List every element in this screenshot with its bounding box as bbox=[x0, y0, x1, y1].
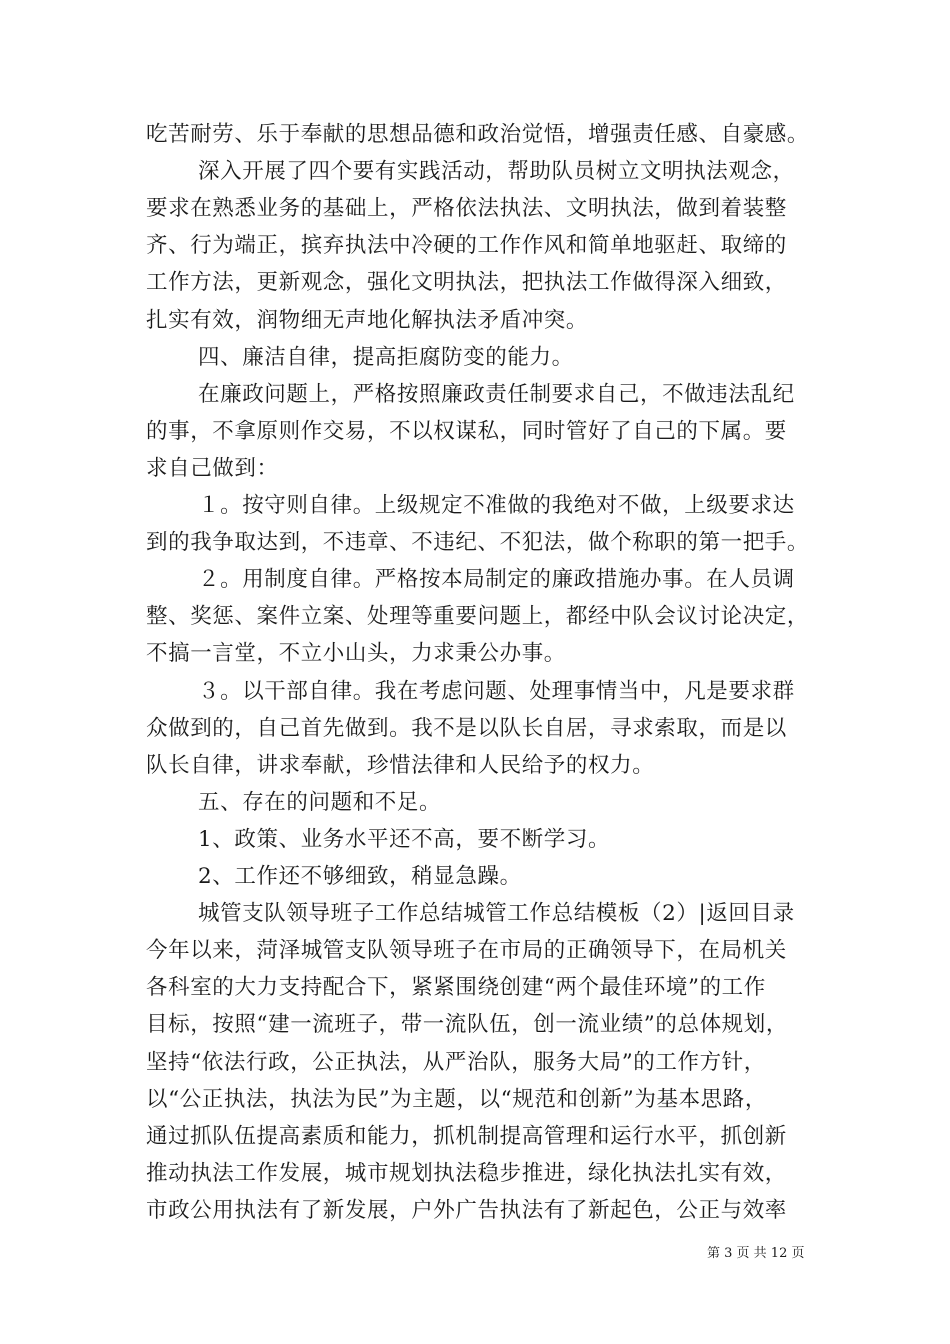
text-line: 队长自律，讲求奉献，珍惜法律和人民给予的权力。 bbox=[146, 752, 655, 778]
text-line: 齐、行为端正，摈弃执法中冷硬的工作作风和简单地驱赶、取缔的 bbox=[146, 233, 787, 259]
text-line: 深入开展了四个要有实践活动，帮助队员树立文明执法观念， bbox=[198, 159, 795, 185]
text-line: 众做到的，自己首先做到。我不是以队长自居，寻求索取，而是以 bbox=[146, 715, 787, 741]
text-line: 通过抓队伍提高素质和能力，抓机制提高管理和运行水平，抓创新 bbox=[146, 1123, 787, 1149]
text-line: 到的我争取达到，不违章、不违纪、不犯法，做个称职的第一把手。 bbox=[146, 530, 810, 556]
text-line: 市政公用执法有了新发展，户外广告执法有了新起色，公正与效率 bbox=[146, 1197, 787, 1223]
text-line: 城管支队领导班子工作总结城管工作总结模板（2）|返回目录 bbox=[198, 901, 795, 927]
text-line: ２。用制度自律。严格按本局制定的廉政措施办事。在人员调 bbox=[198, 567, 795, 593]
page-number-footer: 第 3 页 共 12 页 bbox=[707, 1246, 805, 1261]
text-line: 四、廉洁自律，提高拒腐防变的能力。 bbox=[198, 344, 574, 370]
text-line: 工作方法，更新观念，强化文明执法，把执法工作做得深入细致， bbox=[146, 270, 787, 296]
text-line: １。按守则自律。上级规定不准做的我绝对不做，上级要求达 bbox=[198, 493, 795, 518]
text-line: 扎实有效，润物细无声地化解执法矛盾冲突。 bbox=[146, 307, 589, 333]
text-line: 目标，按照“建一流班子，带一流队伍，创一流业绩”的总体规划， bbox=[146, 1012, 788, 1038]
text-line: 1、政策、业务水平还不高，要不断学习。 bbox=[198, 826, 611, 852]
text-line: ３。以干部自律。我在考虑问题、处理事情当中，凡是要求群 bbox=[198, 678, 795, 704]
text-line: 在廉政问题上，严格按照廉政责任制要求自己，不做违法乱纪 bbox=[198, 381, 795, 407]
text-line: 要求在熟悉业务的基础上，严格依法执法、文明执法，做到着装整 bbox=[146, 196, 787, 222]
text-line: 各科室的大力支持配合下，紧紧围绕创建“两个最佳环境”的工作 bbox=[146, 975, 766, 1001]
text-line: 的事，不拿原则作交易，不以权谋私，同时管好了自己的下属。要 bbox=[146, 418, 787, 444]
text-line: 今年以来，菏泽城管支队领导班子在市局的正确领导下，在局机关 bbox=[146, 938, 787, 964]
text-line: 整、奖惩、案件立案、处理等重要问题上，都经中队会议讨论决定， bbox=[146, 604, 810, 630]
text-line: 五、存在的问题和不足。 bbox=[198, 789, 442, 815]
text-line: 以“公正执法，执法为民”为主题，以“规范和创新”为基本思路， bbox=[146, 1086, 767, 1112]
text-line: 推动执法工作发展，城市规划执法稳步推进，绿化执法扎实有效， bbox=[146, 1160, 787, 1186]
text-line: 求自己做到： bbox=[146, 455, 279, 481]
text-line: 坚持“依法行政，公正执法，从严治队，服务大局”的工作方针， bbox=[146, 1049, 766, 1075]
text-line: 2、工作还不够细致，稍显急躁。 bbox=[198, 864, 522, 889]
text-line: 不搞一言堂，不立小山头，力求秉公办事。 bbox=[146, 641, 566, 667]
text-line: 吃苦耐劳、乐于奉献的思想品德和政治觉悟，增强责任感、自豪感。 bbox=[146, 122, 810, 147]
